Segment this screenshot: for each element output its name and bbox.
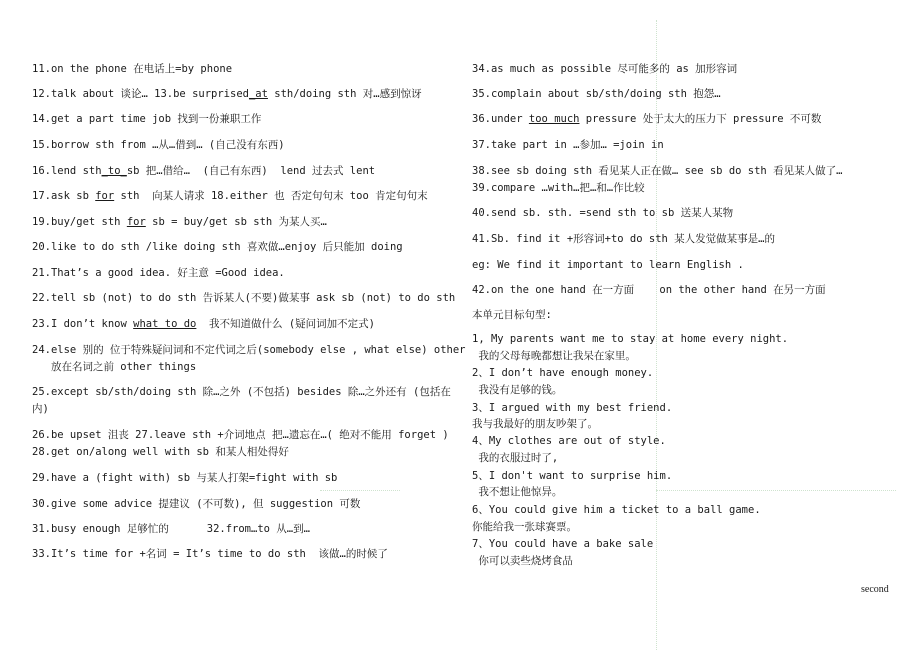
text-segment: 30.give some advice 提建议 (不可数), 但 suggestion 可数 <box>32 498 361 510</box>
text-segment: 31.busy enough 足够忙的 32.from…to 从…到… <box>32 523 310 535</box>
text-segment: sth/doing sth 对…感到惊讶 <box>267 88 422 100</box>
text-segment: 28.get on/along well with sb 和某人相处得好 <box>32 446 289 458</box>
text-line <box>32 343 466 357</box>
text-line <box>472 401 672 415</box>
text-segment: 34.as much as possible 尽可能多的 as 加形容词 <box>472 63 738 75</box>
text-line <box>32 266 285 280</box>
text-segment: 33.It’s time for +名词 = It’s time to do sth 该做…的时候了 <box>32 548 388 560</box>
text-line <box>472 181 645 195</box>
text-line <box>472 62 737 76</box>
text-line <box>32 62 232 76</box>
text-line <box>32 385 451 399</box>
text-line <box>32 189 428 203</box>
text-line <box>472 451 558 465</box>
text-line <box>472 112 821 126</box>
text-segment: 41.Sb. find it +形容词+to do sth 某人发觉做某事是…的 <box>472 233 776 245</box>
layout-guide-horizontal <box>656 490 896 491</box>
text-line <box>472 164 842 178</box>
text-segment: 23.I don’t know <box>32 318 134 330</box>
text-line <box>472 258 744 272</box>
text-line <box>472 469 672 483</box>
text-line <box>472 283 826 297</box>
text-segment: 36.under <box>472 113 529 125</box>
text-segment: sb = buy/get sb sth 为某人买… <box>145 216 327 228</box>
text-segment: 你可以卖些烧烤食品 <box>472 555 573 567</box>
text-line <box>32 291 455 305</box>
text-segment: 1, My parents want me to stay at home every night. <box>472 333 789 345</box>
text-segment: 12.talk about 谈论… 13.be surprised <box>32 88 249 100</box>
text-segment: 3、I argued with my best friend. <box>472 402 673 414</box>
text-line <box>472 417 598 431</box>
text-segment: 35.complain about sb/sth/doing sth 抱怨… <box>472 88 721 100</box>
text-segment: 38.see sb doing sth 看见某人正在做… see sb do sth 看见某人做了… <box>472 165 843 177</box>
text-segment: 24.else 别的 位于特殊疑问词和不定代词之后(somebody else , what else) other <box>32 344 466 356</box>
text-line <box>32 522 310 536</box>
text-segment: 内) <box>32 403 49 415</box>
underlined-text: _to_ <box>101 165 127 177</box>
text-segment: 我的衣服过时了, <box>472 452 559 464</box>
text-segment: 本单元目标句型: <box>472 309 552 321</box>
text-segment: 2、I don’t have enough money. <box>472 367 654 379</box>
underlined-text: _at <box>248 88 268 100</box>
text-segment: 15.borrow sth from …从…借到… (自己没有东西) <box>32 139 285 151</box>
text-segment: 40.send sb. sth. =send sth to sb 送某人某物 <box>472 207 734 219</box>
text-line <box>32 164 375 178</box>
text-line <box>32 471 337 485</box>
text-line <box>472 349 636 363</box>
text-segment: 我的父母每晚都想让我呆在家里。 <box>472 350 636 362</box>
text-line <box>32 138 285 152</box>
text-line <box>32 317 375 331</box>
text-line <box>32 497 360 511</box>
layout-guide-horizontal <box>320 490 400 491</box>
text-line <box>472 232 775 246</box>
text-line <box>32 360 196 374</box>
text-segment: sb 把…借给… (自己有东西) lend 过去式 lent <box>126 165 376 177</box>
text-line <box>32 428 449 442</box>
text-segment: 我不知道做什么 (疑问词加不定式) <box>196 318 375 330</box>
text-segment: 25.except sb/sth/doing sth 除…之外 (不包括) besides 除…之外还有 (包括在 <box>32 386 451 398</box>
text-segment: 19.buy/get sth <box>32 216 127 228</box>
text-line <box>32 402 49 416</box>
underlined-text: for <box>126 216 146 228</box>
text-line <box>472 503 761 517</box>
text-line <box>472 537 653 551</box>
text-segment: 20.like to do sth /like doing sth 喜欢做…enjoy 后只能加 doing <box>32 241 403 253</box>
text-segment: pressure 处于太大的压力下 pressure 不可数 <box>579 113 822 125</box>
text-line <box>472 434 666 448</box>
text-segment: 11.on the phone 在电话上=by phone <box>32 63 233 75</box>
text-segment: 39.compare …with…把…和…作比较 <box>472 182 645 194</box>
text-line <box>472 138 664 152</box>
text-segment: 22.tell sb (not) to do sth 告诉某人(不要)做某事 ask sb (not) to do sth <box>32 292 456 304</box>
text-line <box>32 547 388 561</box>
text-segment: 37.take part in …参加… =join in <box>472 139 664 151</box>
text-line <box>472 554 573 568</box>
underlined-text: too much <box>528 113 580 125</box>
text-segment: 29.have a (fight with) sb 与某人打架=fight with sb <box>32 472 338 484</box>
text-line <box>32 215 327 229</box>
text-line <box>472 87 721 101</box>
underlined-text: for <box>95 190 115 202</box>
text-segment: sth 向某人请求 18.either 也 否定句句末 too 肯定句句末 <box>114 190 428 202</box>
text-segment: 4、My clothes are out of style. <box>472 435 666 447</box>
text-segment: 26.be upset 沮丧 27.leave sth +介词地点 把…遗忘在…( 绝对不能用 forget ) <box>32 429 449 441</box>
text-segment: 42.on the one hand 在一方面 on the other hand 在另一方面 <box>472 284 826 296</box>
text-segment: 我没有足够的钱。 <box>472 384 563 396</box>
text-line <box>472 366 653 380</box>
text-segment: eg: We find it important to learn English . <box>472 259 744 271</box>
text-line <box>472 308 552 322</box>
text-line <box>32 445 289 459</box>
text-segment: 5、I don't want to surprise him. <box>472 470 673 482</box>
text-segment: 7、You could have a bake sale <box>472 538 654 550</box>
text-line <box>472 383 562 397</box>
text-line <box>32 240 403 254</box>
text-line <box>472 520 577 534</box>
text-segment: 14.get a part time job 找到一份兼职工作 <box>32 113 262 125</box>
text-line <box>32 87 422 101</box>
text-line <box>472 332 788 346</box>
text-segment: 6、You could give him a ticket to a ball game. <box>472 504 761 516</box>
text-segment: 21.That’s a good idea. 好主意 =Good idea. <box>32 267 285 279</box>
underlined-text: what to do <box>133 318 197 330</box>
text-line <box>472 485 562 499</box>
text-line <box>472 206 733 220</box>
text-segment: 我不想让他惊异。 <box>472 486 563 498</box>
page-label: second <box>861 584 889 595</box>
text-segment: 16.lend sth <box>32 165 102 177</box>
text-segment: 17.ask sb <box>32 190 96 202</box>
text-segment: 放在名词之前 other things <box>32 361 197 373</box>
text-segment: 我与我最好的朋友吵架了。 <box>472 418 598 430</box>
text-line <box>32 112 261 126</box>
text-segment: 你能给我一张球赛票。 <box>472 521 577 533</box>
